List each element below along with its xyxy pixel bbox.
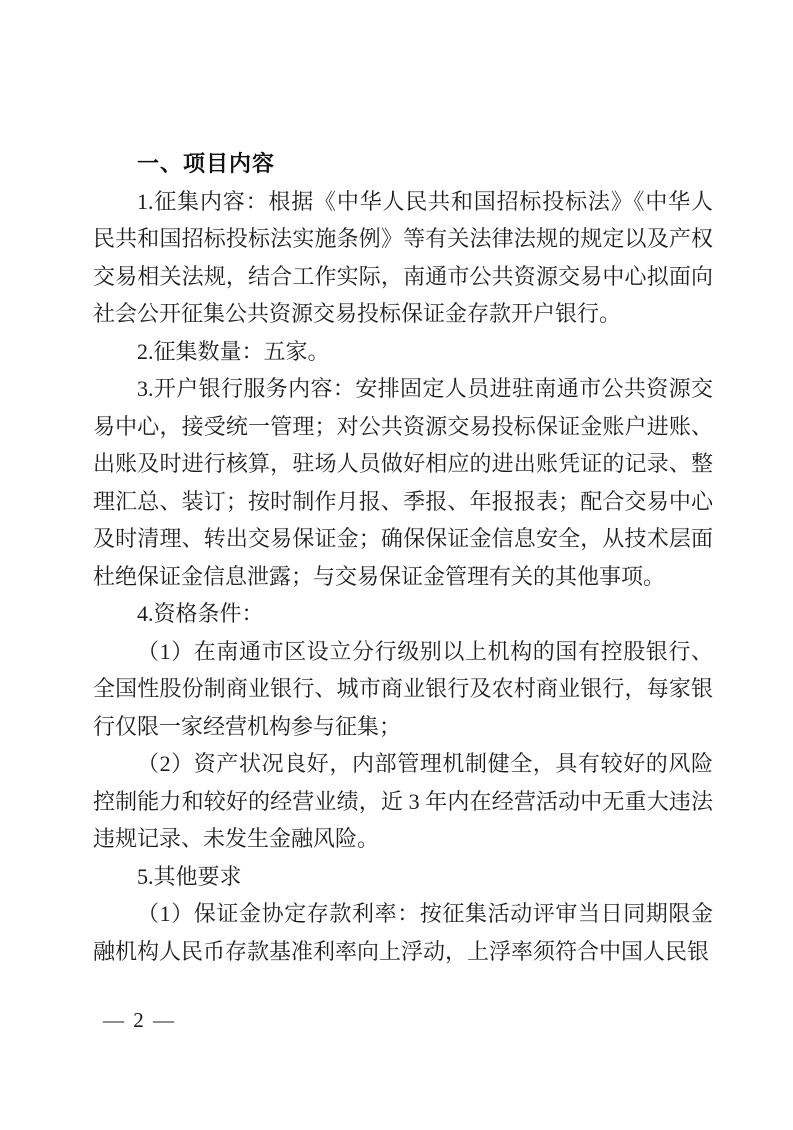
paragraph-qualification-item-1: （1）在南通市区设立分行级别以上机构的国有控股银行、全国性股份制商业银行、城市商业银行及农村商业银行，每家银行仅限一家经营机构参与征集； <box>93 638 713 739</box>
paragraph-collection-content: 1.征集内容：根据《中华人民共和国招标投标法》《中华人民共和国招标投标法实施条例》等有关法律法规的规定以及产权交易相关法规，结合工作实际，南通市公共资源交易中心拟面向社会公开征集公共资源交易投标保证金存款开户银行。 <box>93 188 713 326</box>
paragraph-collection-quantity: 2.征集数量：五家。 <box>137 338 330 364</box>
section-heading: 一、项目内容 <box>137 151 276 176</box>
document-body <box>93 145 713 970</box>
paragraph-bank-services: 3.开户银行服务内容：安排固定人员进驻南通市公共资源交易中心，接受统一管理；对公共资源交易投标保证金账户进账、出账及时进行核算，驻场人员做好相应的进出账凭证的记录、整理汇总、装订；按时制作月报、季报、年报报表；配合交易中心及时清理、转出交易保证金；确保保证金信息安全，从技术层面杜绝保证金信息泄露；与交易保证金管理有关的其他事项。 <box>93 376 713 589</box>
paragraph-other-requirements-title: 5.其他要求 <box>137 863 242 889</box>
page-number: — 2 — <box>103 1008 176 1032</box>
paragraph-qualification-item-2: （2）资产状况良好，内部管理机制健全，具有较好的风险控制能力和较好的经营业绩，近 3 年内在经营活动中无重大违法违规记录、未发生金融风险。 <box>93 751 713 851</box>
paragraph-deposit-rate: （1）保证金协定存款利率：按征集活动评审当日同期限金融机构人民币存款基准利率向上浮动，上浮率须符合中国人民银 <box>93 901 713 964</box>
paragraph-qualification-title: 4.资格条件： <box>137 601 264 626</box>
